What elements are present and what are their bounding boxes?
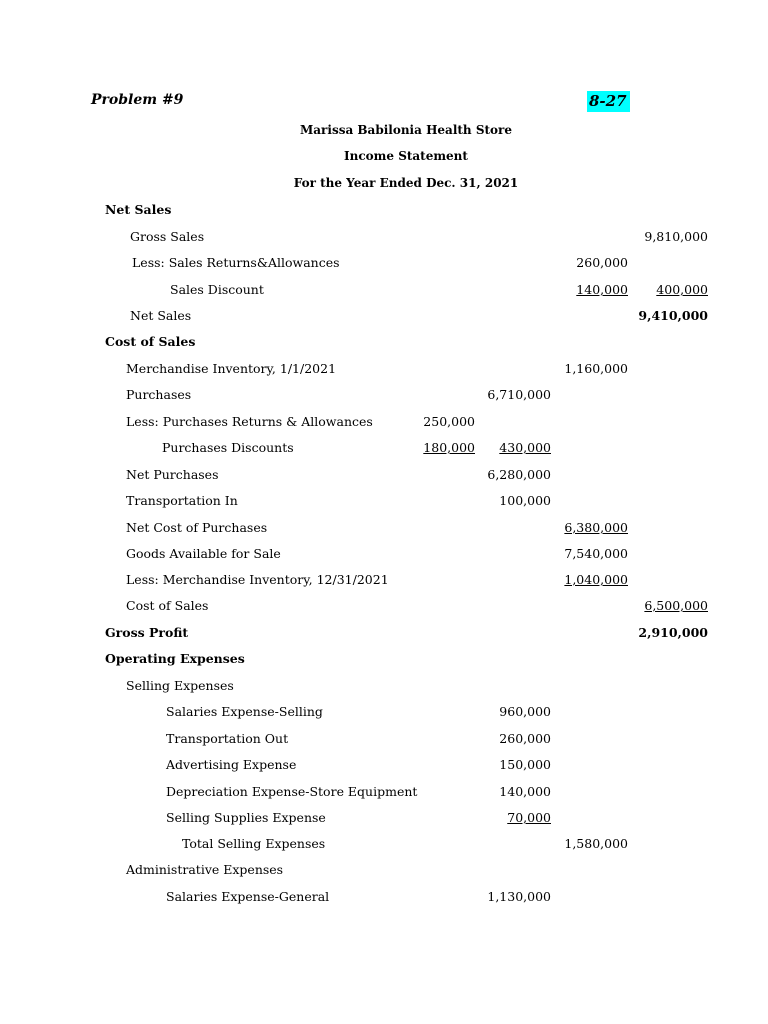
- amount: 1,580,000: [564, 836, 628, 851]
- amount: 180,000: [423, 440, 475, 455]
- row-merch-inventory-end: [0, 572, 768, 590]
- row-label: Net Purchases: [126, 467, 219, 482]
- row-label: Merchandise Inventory, 1/1/2021: [126, 361, 337, 376]
- row-label: Sales Discount: [170, 282, 264, 297]
- row-purchases-returns: [0, 414, 768, 432]
- row-cost-of-sales: [0, 598, 768, 616]
- section-cost-of-sales: [0, 334, 768, 352]
- amount: 150,000: [499, 757, 551, 772]
- section-heading: Cost of Sales: [105, 334, 196, 349]
- amount: 9,410,000: [638, 308, 708, 323]
- amount: 6,280,000: [487, 467, 551, 482]
- row-label: Depreciation Expense-Store Equipment: [166, 784, 418, 799]
- row-depreciation: [0, 784, 768, 802]
- row-net-sales: [0, 308, 768, 326]
- row-net-cost-purchases: [0, 520, 768, 538]
- section-admin-expenses: [0, 862, 768, 880]
- amount: 430,000: [499, 440, 551, 455]
- amount: 250,000: [423, 414, 475, 429]
- row-sales-returns: [0, 255, 768, 273]
- amount: 260,000: [499, 731, 551, 746]
- row-transportation-in: [0, 493, 768, 511]
- row-label: Goods Available for Sale: [126, 546, 281, 561]
- row-transportation-out: [0, 731, 768, 749]
- amount: 6,710,000: [487, 387, 551, 402]
- section-heading: Net Sales: [105, 202, 172, 217]
- amount: 1,160,000: [564, 361, 628, 376]
- amount: 100,000: [499, 493, 551, 508]
- row-label: Purchases: [126, 387, 192, 402]
- row-label: Less: Sales Returns&Allowances: [132, 255, 340, 270]
- row-salaries-general: [0, 889, 768, 907]
- amount: 9,810,000: [644, 229, 708, 244]
- row-label: Selling Supplies Expense: [166, 810, 326, 825]
- statement-period: For the Year Ended Dec. 31, 2021: [293, 176, 519, 190]
- row-goods-available: [0, 546, 768, 564]
- amount: 400,000: [656, 282, 708, 297]
- row-advertising: [0, 757, 768, 775]
- row-label: Purchases Discounts: [162, 440, 294, 455]
- row-purchases-discounts: [0, 440, 768, 458]
- row-label: Less: Merchandise Inventory, 12/31/2021: [126, 572, 389, 587]
- amount: 2,910,000: [638, 625, 708, 640]
- row-label: Transportation In: [126, 493, 238, 508]
- row-label: Net Sales: [130, 308, 192, 323]
- row-label: Transportation Out: [166, 731, 289, 746]
- amount: 70,000: [507, 810, 551, 825]
- statement-title: Income Statement: [344, 149, 468, 163]
- amount: 1,130,000: [487, 889, 551, 904]
- row-label: Cost of Sales: [126, 598, 209, 613]
- amount: 7,540,000: [564, 546, 628, 561]
- section-net-sales: [0, 202, 768, 220]
- row-merch-inventory-begin: [0, 361, 768, 379]
- amount: 960,000: [499, 704, 551, 719]
- row-sales-discount: [0, 282, 768, 300]
- subsection-heading: Selling Expenses: [126, 678, 234, 693]
- row-gross-sales: [0, 229, 768, 247]
- amount: 6,380,000: [564, 520, 628, 535]
- row-net-purchases: [0, 467, 768, 485]
- row-label: Total Selling Expenses: [182, 836, 326, 851]
- amount: 140,000: [576, 282, 628, 297]
- row-purchases: [0, 387, 768, 405]
- row-label: Less: Purchases Returns & Allowances: [126, 414, 373, 429]
- row-label: Advertising Expense: [166, 757, 297, 772]
- section-heading: Operating Expenses: [105, 651, 245, 666]
- row-label: Gross Profit: [105, 625, 189, 640]
- row-selling-supplies: [0, 810, 768, 828]
- section-operating-expenses: [0, 651, 768, 669]
- problem-number: Problem #9: [91, 92, 184, 108]
- section-selling-expenses: [0, 678, 768, 696]
- row-label: Salaries Expense-General: [166, 889, 330, 904]
- subsection-heading: Administrative Expenses: [126, 862, 284, 877]
- amount: 6,500,000: [644, 598, 708, 613]
- amount: 140,000: [499, 784, 551, 799]
- row-total-selling: [0, 836, 768, 854]
- amount: 260,000: [576, 255, 628, 270]
- row-gross-profit: [0, 625, 768, 643]
- row-label: Net Cost of Purchases: [126, 520, 268, 535]
- row-salaries-selling: [0, 704, 768, 722]
- row-label: Salaries Expense-Selling: [166, 704, 323, 719]
- amount: 1,040,000: [564, 572, 628, 587]
- row-label: Gross Sales: [130, 229, 205, 244]
- problem-code-highlight: 8-27: [587, 91, 630, 112]
- company-name: Marissa Babilonia Health Store: [300, 123, 512, 137]
